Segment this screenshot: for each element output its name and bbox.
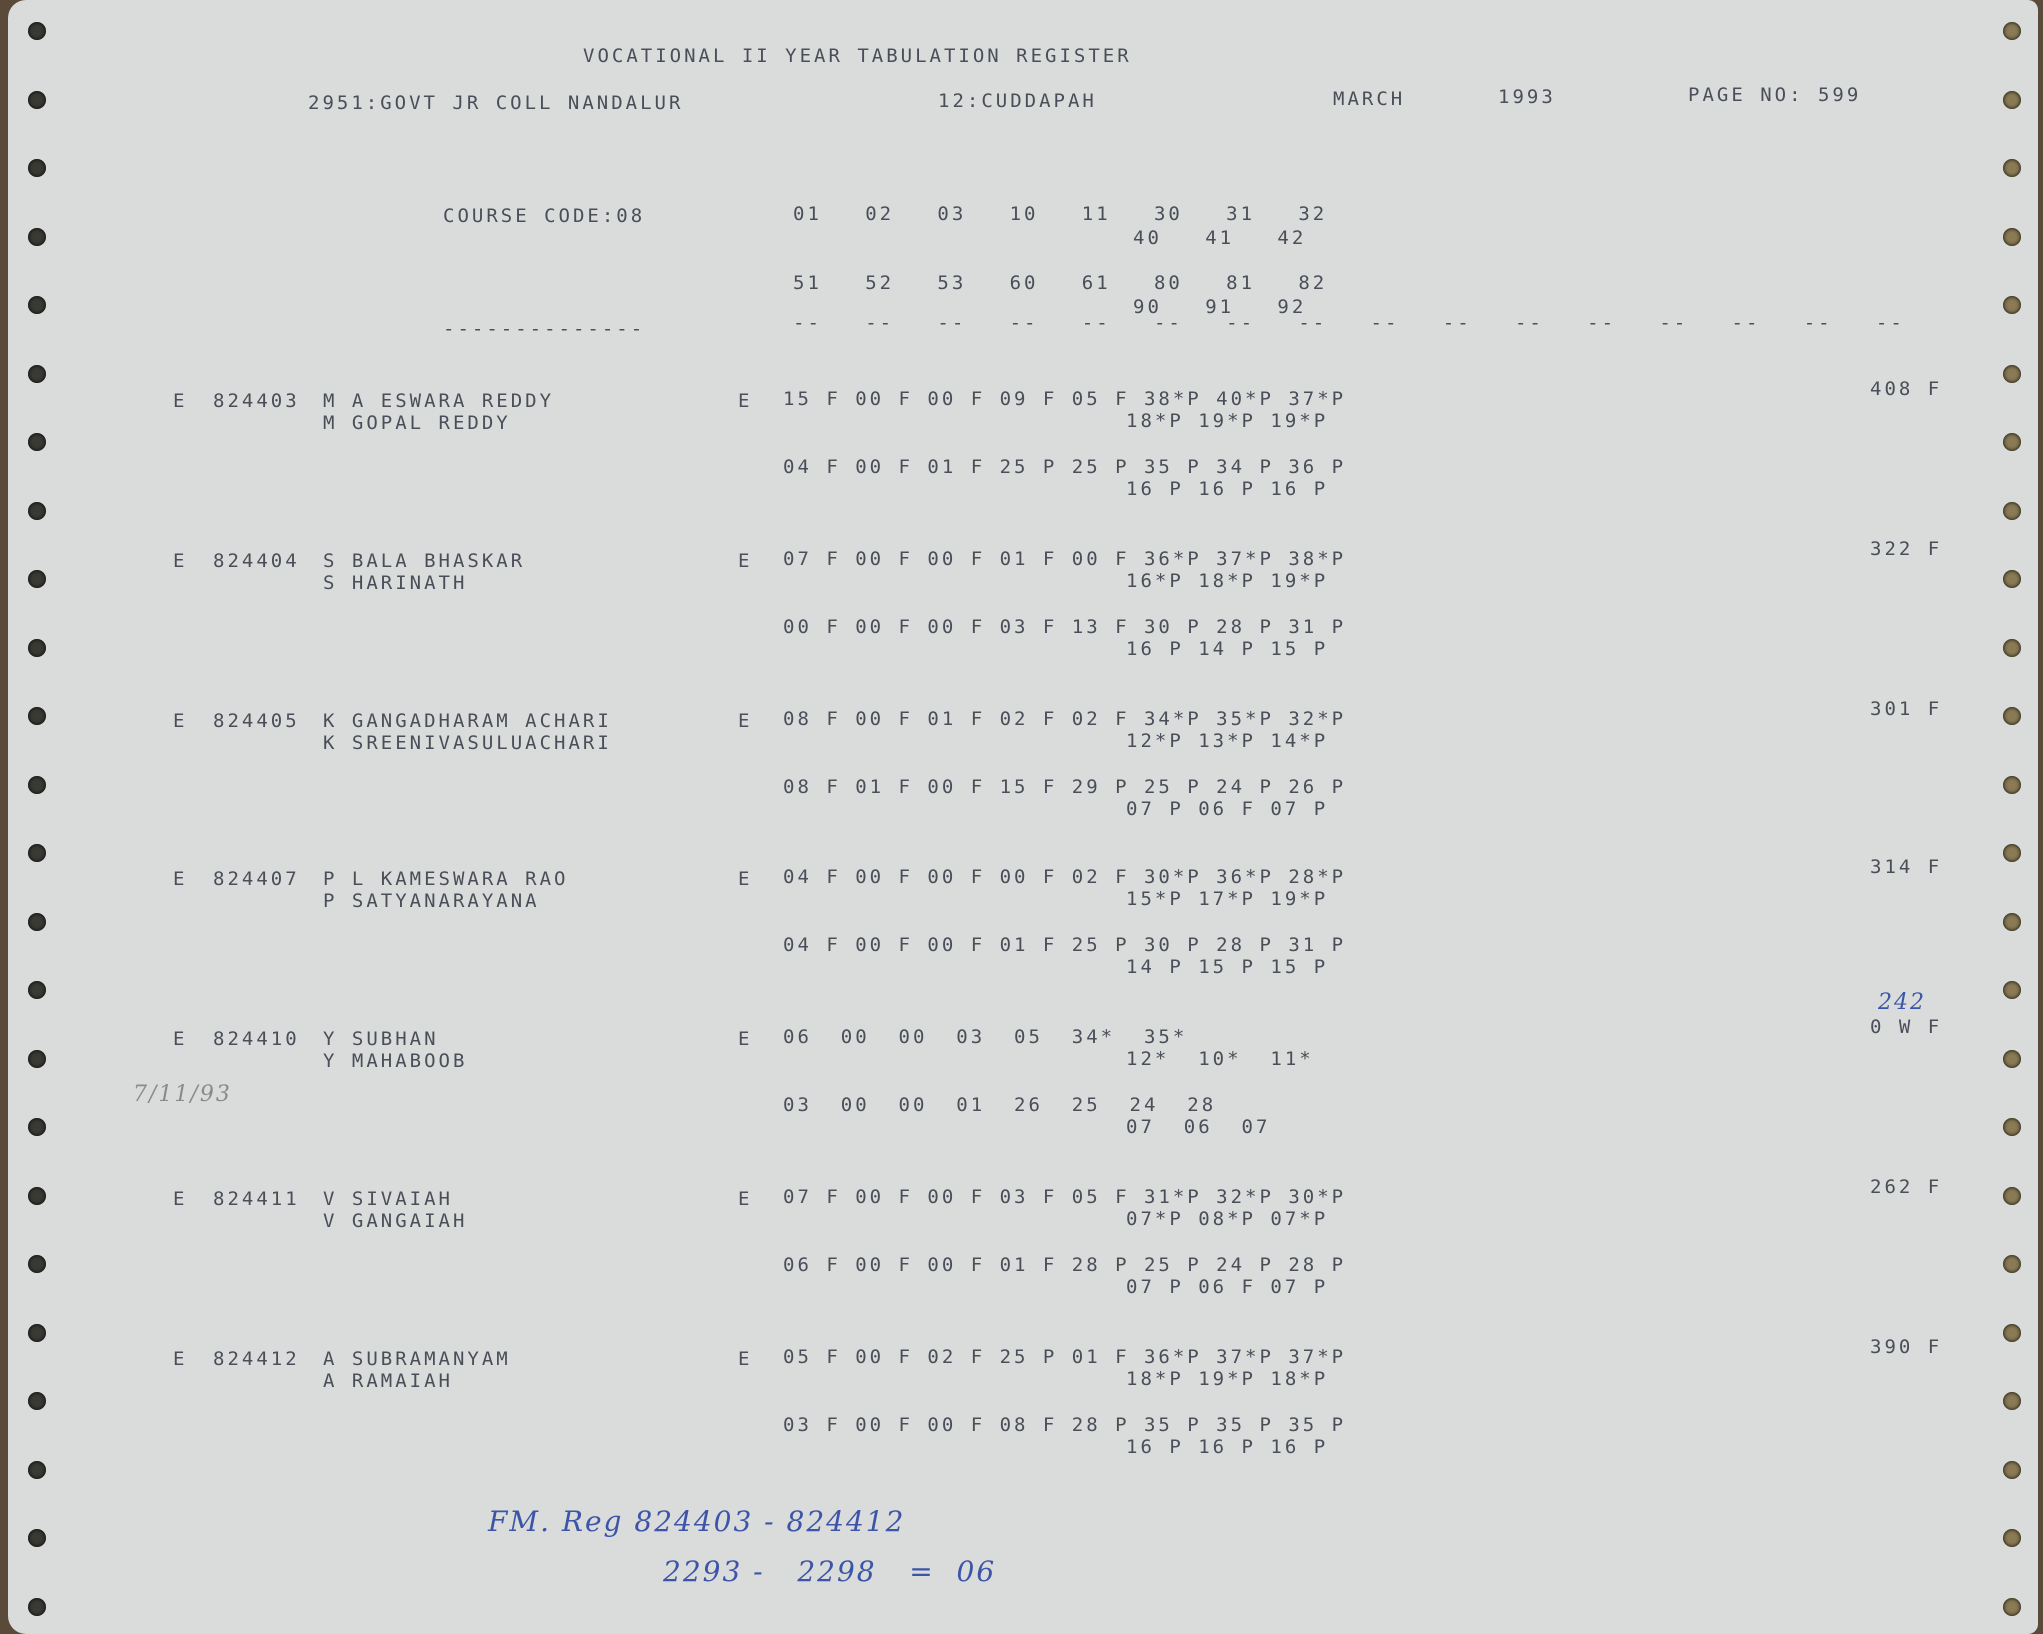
roll-number: 824412 bbox=[213, 1348, 300, 1370]
marks-line-1: 04 F 00 F 00 F 00 F 02 F 30*P 36*P 28*P bbox=[783, 866, 1347, 888]
stream-code: E bbox=[738, 710, 753, 732]
marks-line-2: 18*P 19*P 19*P bbox=[1126, 410, 1329, 432]
record-flag: E bbox=[173, 1188, 188, 1210]
father-name: Y MAHABOOB bbox=[323, 1050, 468, 1072]
student-name: M A ESWARA REDDY bbox=[323, 390, 555, 412]
student-name: A SUBRAMANYAM bbox=[323, 1348, 511, 1370]
marks-line-2: 15*P 17*P 19*P bbox=[1126, 888, 1329, 910]
register-title: VOCATIONAL II YEAR TABULATION REGISTER bbox=[583, 45, 1132, 67]
roll-number: 824404 bbox=[213, 550, 300, 572]
college-name: 2951:GOVT JR COLL NANDALUR bbox=[308, 92, 684, 114]
marks-line-1: 15 F 00 F 00 F 09 F 05 F 38*P 40*P 37*P bbox=[783, 388, 1347, 410]
exam-year: 1993 bbox=[1498, 86, 1556, 108]
student-name: K GANGADHARAM ACHARI bbox=[323, 710, 612, 732]
marks-line-3: 04 F 00 F 01 F 25 P 25 P 35 P 34 P 36 P bbox=[783, 456, 1347, 478]
marks-line-4: 16 P 16 P 16 P bbox=[1126, 478, 1329, 500]
tractor-hole bbox=[28, 296, 46, 314]
tractor-hole bbox=[2003, 91, 2021, 109]
subject-codes-row2: 51 52 53 60 61 80 81 82 bbox=[793, 272, 1328, 294]
tractor-hole bbox=[2003, 1529, 2021, 1547]
record-flag: E bbox=[173, 1348, 188, 1370]
stream-code: E bbox=[738, 1028, 753, 1050]
handwritten-note-line1: FM. Reg 824403 - 824412 bbox=[488, 1505, 906, 1538]
tractor-hole bbox=[2003, 22, 2021, 40]
father-name: S HARINATH bbox=[323, 572, 468, 594]
tractor-hole bbox=[28, 228, 46, 246]
tractor-hole bbox=[28, 1529, 46, 1547]
roll-number: 824411 bbox=[213, 1188, 300, 1210]
student-name: Y SUBHAN bbox=[323, 1028, 439, 1050]
handwritten-note-line2: 2293 - 2298 = 06 bbox=[663, 1555, 997, 1588]
marks-line-4: 16 P 14 P 15 P bbox=[1126, 638, 1329, 660]
stream-code: E bbox=[738, 1348, 753, 1370]
tractor-hole bbox=[28, 22, 46, 40]
roll-number: 824405 bbox=[213, 710, 300, 732]
tractor-hole bbox=[2003, 365, 2021, 383]
student-name: V SIVAIAH bbox=[323, 1188, 453, 1210]
roll-number: 824407 bbox=[213, 868, 300, 890]
marks-line-1: 07 F 00 F 00 F 03 F 05 F 31*P 32*P 30*P bbox=[783, 1186, 1347, 1208]
marks-line-3: 03 F 00 F 00 F 08 F 28 P 35 P 35 P 35 P bbox=[783, 1414, 1347, 1436]
header-dash-label: -------------- bbox=[443, 318, 646, 340]
marks-line-2: 18*P 19*P 18*P bbox=[1126, 1368, 1329, 1390]
tractor-hole bbox=[28, 1598, 46, 1616]
record-flag: E bbox=[173, 550, 188, 572]
student-record bbox=[8, 856, 2038, 1016]
student-record bbox=[8, 1016, 2038, 1176]
student-record bbox=[8, 1336, 2038, 1496]
marks-line-1: 06 00 00 03 05 34* 35* bbox=[783, 1026, 1188, 1048]
marks-line-4: 07 P 06 F 07 P bbox=[1126, 1276, 1329, 1298]
marks-line-1: 05 F 00 F 02 F 25 P 01 F 36*P 37*P 37*P bbox=[783, 1346, 1347, 1368]
marks-line-3: 04 F 00 F 00 F 01 F 25 P 30 P 28 P 31 P bbox=[783, 934, 1347, 956]
marks-line-3: 03 00 00 01 26 25 24 28 bbox=[783, 1094, 1217, 1116]
father-name: A RAMAIAH bbox=[323, 1370, 453, 1392]
subject-codes-row1: 01 02 03 10 11 30 31 32 bbox=[793, 203, 1328, 225]
marks-line-2: 16*P 18*P 19*P bbox=[1126, 570, 1329, 592]
stream-code: E bbox=[738, 550, 753, 572]
marks-line-2: 12* 10* 11* bbox=[1126, 1048, 1314, 1070]
father-name: M GOPAL REDDY bbox=[323, 412, 511, 434]
student-record bbox=[8, 378, 2038, 538]
record-flag: E bbox=[173, 1028, 188, 1050]
student-record bbox=[8, 538, 2038, 698]
father-name: V GANGAIAH bbox=[323, 1210, 468, 1232]
tractor-hole bbox=[28, 159, 46, 177]
record-flag: E bbox=[173, 868, 188, 890]
subject-codes-row1b: 40 41 42 bbox=[1133, 227, 1307, 249]
student-record bbox=[8, 1176, 2038, 1336]
marks-line-4: 14 P 15 P 15 P bbox=[1126, 956, 1329, 978]
marks-line-1: 08 F 00 F 01 F 02 F 02 F 34*P 35*P 32*P bbox=[783, 708, 1347, 730]
marks-line-3: 00 F 00 F 00 F 03 F 13 F 30 P 28 P 31 P bbox=[783, 616, 1347, 638]
tractor-hole bbox=[2003, 159, 2021, 177]
total-result: 301 F bbox=[1870, 698, 1943, 720]
page-number: PAGE NO: 599 bbox=[1688, 84, 1862, 106]
course-code: COURSE CODE:08 bbox=[443, 205, 646, 227]
stream-code: E bbox=[738, 390, 753, 412]
tractor-hole bbox=[2003, 296, 2021, 314]
subject-codes-row2b: 90 91 92 bbox=[1133, 296, 1307, 318]
tractor-hole bbox=[2003, 228, 2021, 246]
marks-line-4: 16 P 16 P 16 P bbox=[1126, 1436, 1329, 1458]
handwritten-margin-date: 7/11/93 bbox=[133, 1082, 232, 1107]
roll-number: 824403 bbox=[213, 390, 300, 412]
exam-month: MARCH bbox=[1333, 88, 1406, 110]
student-record bbox=[8, 698, 2038, 858]
total-result: 262 F bbox=[1870, 1176, 1943, 1198]
tractor-hole bbox=[28, 365, 46, 383]
marks-line-1: 07 F 00 F 00 F 01 F 00 F 36*P 37*P 38*P bbox=[783, 548, 1347, 570]
marks-line-2: 12*P 13*P 14*P bbox=[1126, 730, 1329, 752]
stream-code: E bbox=[738, 868, 753, 890]
marks-line-3: 06 F 00 F 00 F 01 F 28 P 25 P 24 P 28 P bbox=[783, 1254, 1347, 1276]
marks-line-3: 08 F 01 F 00 F 15 F 29 P 25 P 24 P 26 P bbox=[783, 776, 1347, 798]
district-name: 12:CUDDAPAH bbox=[938, 90, 1097, 112]
roll-number: 824410 bbox=[213, 1028, 300, 1050]
marks-line-2: 07*P 08*P 07*P bbox=[1126, 1208, 1329, 1230]
marks-line-4: 07 P 06 F 07 P bbox=[1126, 798, 1329, 820]
student-name: P L KAMESWARA RAO bbox=[323, 868, 569, 890]
tractor-hole bbox=[2003, 1598, 2021, 1616]
total-result: 314 F bbox=[1870, 856, 1943, 878]
record-flag: E bbox=[173, 390, 188, 412]
record-flag: E bbox=[173, 710, 188, 732]
stream-code: E bbox=[738, 1188, 753, 1210]
total-result: 0 W F bbox=[1870, 1016, 1943, 1038]
header-dash-row: -- -- -- -- -- -- -- -- -- -- -- -- -- -- -- -- bbox=[793, 312, 1905, 334]
handwritten-margin-mark: 242 bbox=[1878, 990, 1926, 1015]
tabulation-sheet bbox=[8, 0, 2038, 1634]
marks-line-4: 07 06 07 bbox=[1126, 1116, 1271, 1138]
student-name: S BALA BHASKAR bbox=[323, 550, 526, 572]
father-name: P SATYANARAYANA bbox=[323, 890, 540, 912]
total-result: 390 F bbox=[1870, 1336, 1943, 1358]
total-result: 408 F bbox=[1870, 378, 1943, 400]
tractor-hole bbox=[28, 91, 46, 109]
total-result: 322 F bbox=[1870, 538, 1943, 560]
father-name: K SREENIVASULUACHARI bbox=[323, 732, 612, 754]
